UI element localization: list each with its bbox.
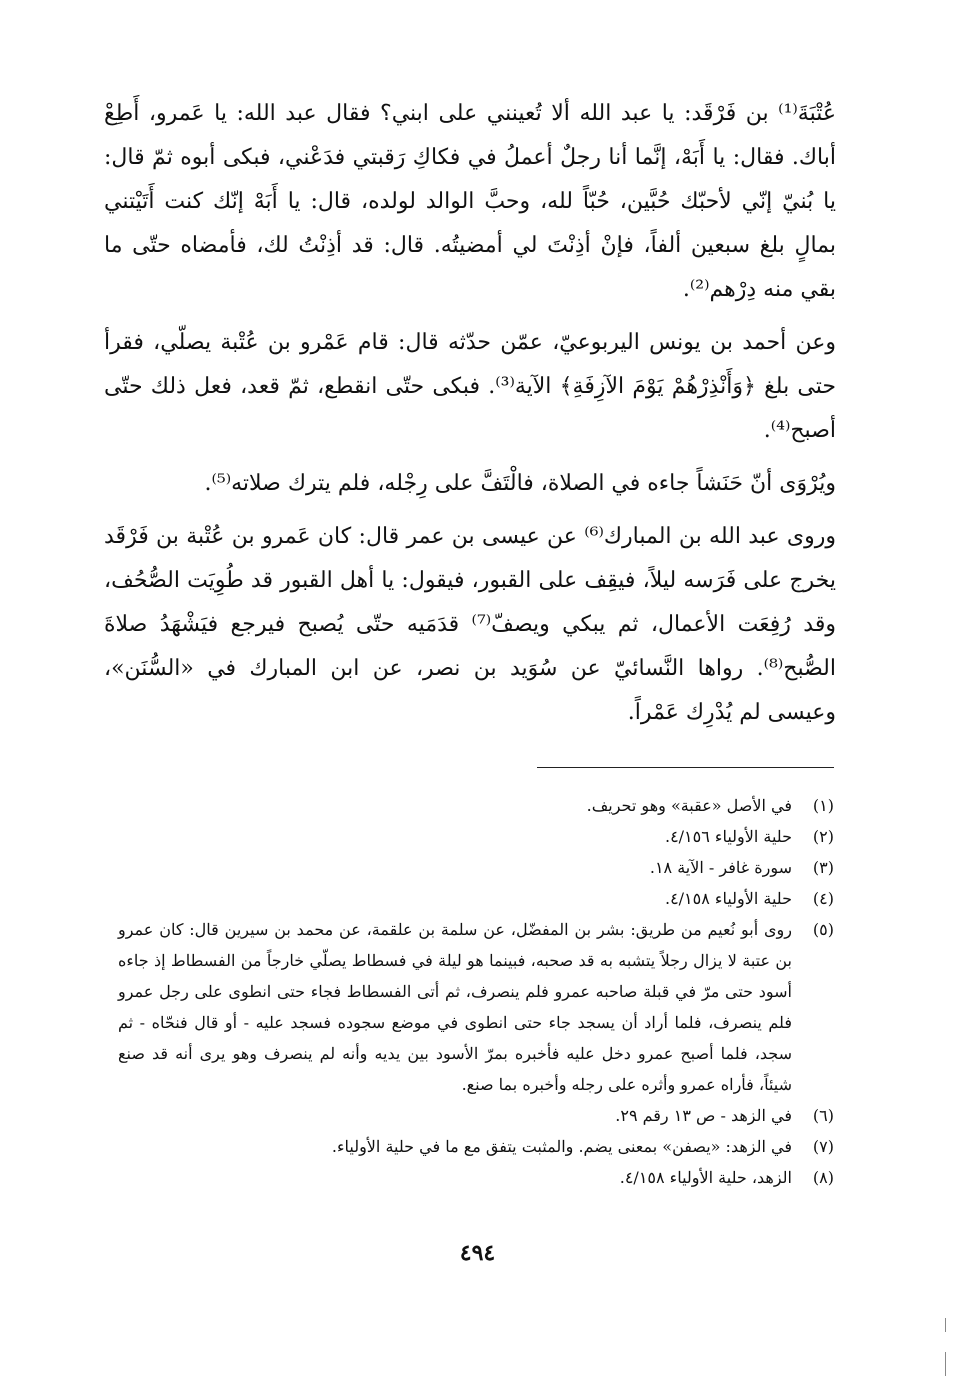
paragraph: عُتْبَةَ⁽¹⁾ بن فَرْقَد: يا عبد الله ألا تُعينني على ابني؟ فقال عبد الله: يا عَمرو، أَطِعْ أباك. فقال: يا أَبَهْ، إنَّما أنا رجلٌ أعملُ في فكاكِ رَقبتي فدَعْني، فبكى أبوه ثمّ قال: يا بُنيّ إنّي لأحبّك حُبَّين، حُبّاً لله، وحبَّ الوالد لولده، قال: يا أَبَهْ إنّك كنت أَتَيْتني بمالٍ بلغ سبعين ألفاً، فإنْ أذِنْتَ لي أمضيتُه. قال: قد أذِنْتُ لك، فأمضاه حتّى ما بقي منه دِرْهم⁽²⁾. — [104, 101, 836, 302]
footnote-number: (٤) — [812, 889, 834, 908]
main-text — [104, 92, 836, 744]
footnotes — [118, 790, 834, 1193]
paragraph: وعن أحمد بن يونس اليربوعيّ، عمّن حدّثه قال: قام عَمْرو بن عُتْبة يصلّي، فقرأ حتى بلغ ﴿وَأَنْذِرْهُمْ يَوْمَ الآزِفَةِ﴾ الآية⁽³⁾. فبكى حتّى انقطع، ثمّ قعد، فعل ذلك حتّى أصبح⁽⁴⁾. — [104, 330, 836, 443]
footnote-number: (٣) — [812, 858, 834, 877]
footnote-number: (٢) — [812, 827, 834, 846]
footnote-text: في الزهد - ص ١٣ رقم ٢٩. — [615, 1106, 792, 1125]
footnote-number: (٦) — [812, 1106, 834, 1125]
footnote-item — [118, 1162, 834, 1193]
paragraph: ويُرْوَى أنّ حَنَشاً جاءه في الصلاة، فالْتَفَّ على رِجْله، فلم يترك صلاته⁽⁵⁾. — [204, 471, 836, 496]
footnote-number: (٧) — [812, 1137, 834, 1156]
footnote-divider — [537, 767, 834, 768]
footnote-item — [118, 852, 834, 883]
scan-edge-mark — [945, 1318, 946, 1332]
footnote-text: حلية الأولياء ٤/١٥٨. — [664, 889, 792, 908]
footnote-text: حلية الأولياء ٤/١٥٦. — [664, 827, 792, 846]
footnote-number: (٨) — [812, 1168, 834, 1187]
footnote-item — [118, 914, 834, 1100]
paragraph: وروى عبد الله بن المبارك⁽⁶⁾ عن عيسى بن عمر قال: كان عَمرو بن عُتْبة بن فَرْقَد يخرج على فَرَسه ليلاً، فيقِف على القبور، فيقول: يا أهل القبور قد طُوِيَت الصُّحُف، وقد رُفِعَت الأعمال، ثم يبكي ويصفّ⁽⁷⁾ قدَمَيه حتّى يُصبح فيرجع فيَشْهَدُ صلاةَ الصُّبح⁽⁸⁾. رواها النَّسائيّ عن سُوَيد بن نصر، عن ابن المبارك في «السُّنَن»، وعيسى لم يُدْرِك عَمْراً. — [104, 524, 836, 725]
page-number: ٤٩٤ — [459, 1240, 496, 1266]
footnote-text: في الأصل «عقبة» وهو تحريف. — [586, 796, 792, 815]
footnote-text: سورة غافر - الآية ١٨. — [649, 858, 792, 877]
footnote-item — [118, 821, 834, 852]
footnote-number: (١) — [812, 796, 834, 815]
footnote-item — [118, 883, 834, 914]
footnote-item — [118, 790, 834, 821]
footnote-number: (٥) — [812, 920, 834, 939]
footnote-text: الزهد، حلية الأولياء ٤/١٥٨. — [619, 1168, 792, 1187]
scan-edge-mark — [945, 1352, 946, 1376]
footnote-item — [118, 1100, 834, 1131]
footnote-text: روى أبو نُعيم من طريق: بشر بن المفضّل، عن سلمة بن علقمة، عن محمد بن سيرين قال: كان عمرو بن عتبة لا يزال رجلاً يتشبه به قد صحبه، فبينما هو ليلة في فسطاط يصلّي خارجاً من الفسطاط إذ جاءه أسود حتى مرّ في قبلة صاحبه عمرو فلم ينصرف، ثم أتى الفسطاط فجاء حتى انطوى على رجل عمرو فلم ينصرف، فلما أراد أن يسجد جاء حتى انطوى في موضع سجوده فسجد عليه - أو قال فنحّاه - ثم سجد، فلما أصبح عمرو دخل عليه فأخبره بمرّ الأسود بين يديه وأنه لم ينصرف وهو يرى أنه قد صنع شيئاً، فأراه عمرو وأثره على رجله وأخبره بما صنع. — [118, 920, 793, 1094]
footnote-item — [118, 1131, 834, 1162]
footnote-text: في الزهد: «يصفن» بمعنى يضم. والمثبت يتفق مع ما في حلية الأولياء. — [331, 1137, 792, 1156]
